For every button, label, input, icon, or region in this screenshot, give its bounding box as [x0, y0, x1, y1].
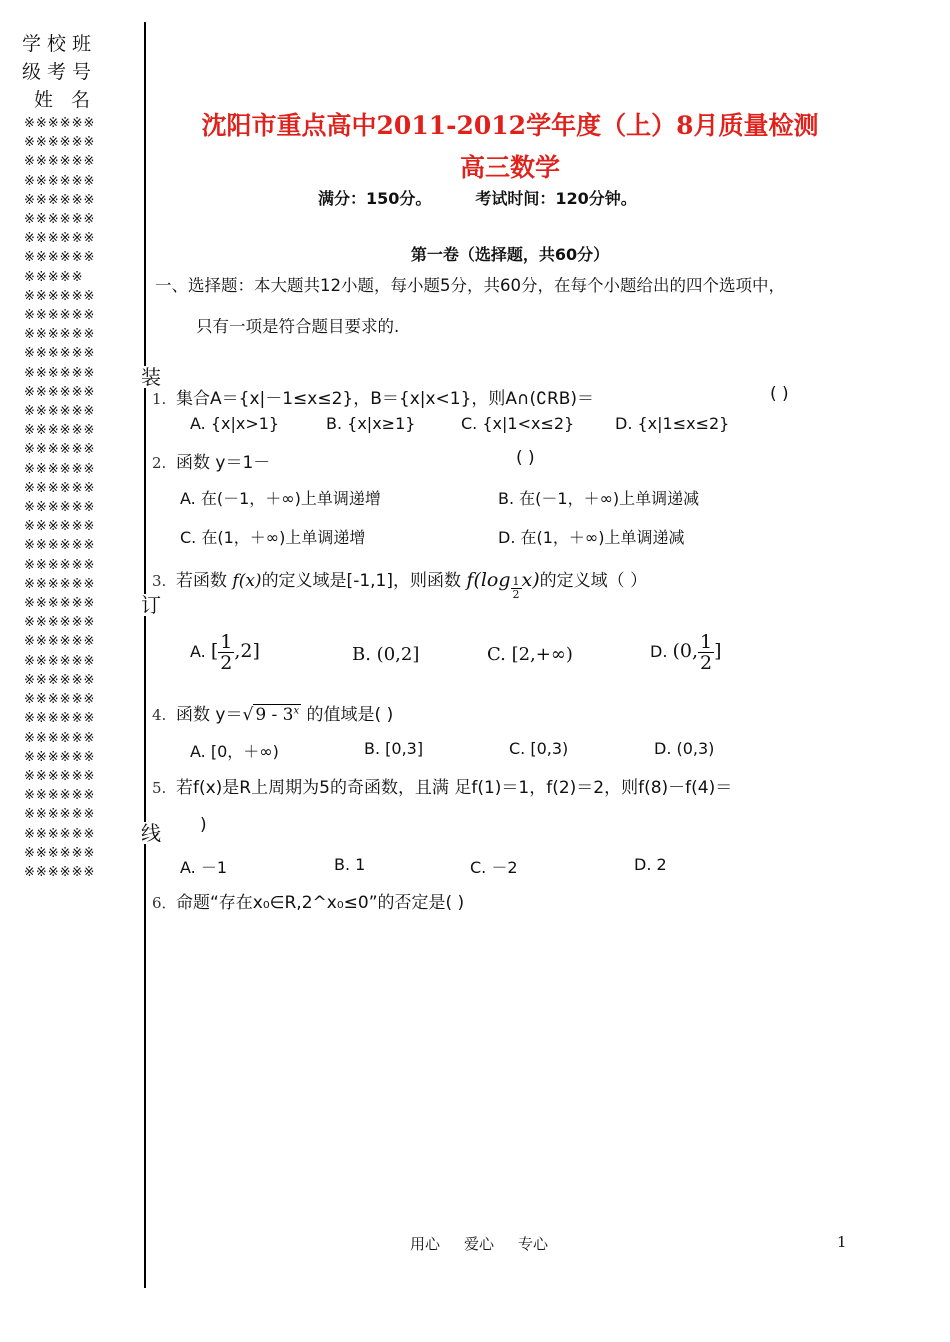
exponent: x	[293, 705, 300, 717]
page-number: 1	[837, 1233, 847, 1251]
option-b: B. 在(－1，＋∞)上单调递减	[498, 489, 700, 508]
star-row: ※※※※※※	[24, 634, 96, 650]
option-label: D.	[650, 642, 668, 661]
star-row: ※※※※※※	[24, 250, 96, 266]
star-row: ※※※※※※	[24, 749, 96, 765]
footer-text: 爱心	[464, 1235, 495, 1253]
option-a: A. {x|x>1}	[190, 414, 280, 433]
question-4	[152, 700, 393, 725]
question-text: 集合A＝{x|－1≤x≤2}，B＝{x|x<1}，则A∩(∁RB)＝	[176, 389, 595, 409]
fraction-numerator: 1	[512, 575, 520, 588]
info-line-exam-number: 级考号	[22, 61, 98, 83]
option-c: C. {x|1<x≤2}	[461, 414, 575, 433]
star-row: ※※※※※※	[24, 576, 96, 592]
star-row: ※※※※※※	[24, 231, 96, 247]
star-row: ※※※※※※	[24, 653, 96, 669]
option-d: D. {x|1≤x≤2}	[615, 414, 730, 433]
star-row: ※※※※※※	[24, 788, 96, 804]
function-fx: f(x)	[232, 571, 262, 591]
star-row: ※※※※※※	[24, 596, 96, 612]
log-base-fraction	[511, 576, 522, 601]
option-c: C. [0,3)	[509, 739, 569, 758]
radicand-text: 9 - 3	[255, 705, 294, 725]
question-6	[152, 888, 464, 913]
function-flog-end: x)	[521, 569, 540, 591]
star-row: ※※※※※※	[24, 327, 96, 343]
star-row: ※※※※※※	[24, 826, 96, 842]
option-c: C. －2	[470, 858, 518, 877]
option-c: C. [2,+∞)	[487, 644, 573, 665]
question-text-mid: 的定义域是[-1,1]，则函数	[261, 571, 461, 591]
star-row: ※※※※※※	[24, 154, 96, 170]
answer-paren: ( )	[770, 384, 789, 404]
option-d	[650, 632, 722, 673]
question-number: 3.	[152, 572, 167, 590]
star-row: ※※※※※※	[24, 538, 96, 554]
star-row: ※※※※※※	[24, 135, 96, 151]
option-b: B. (0,2]	[352, 644, 420, 665]
star-row: ※※※※※※	[24, 557, 96, 573]
star-row: ※※※※※※	[24, 768, 96, 784]
fraction-denominator: 2	[512, 588, 520, 601]
star-row: ※※※※※※	[24, 672, 96, 688]
option-a: A. －1	[180, 858, 228, 877]
part-heading: 第一卷（选择题，共60分）	[410, 245, 610, 264]
fraction	[698, 632, 714, 673]
star-row: ※※※※※※	[24, 288, 96, 304]
star-row: ※※※※※※	[24, 404, 96, 420]
fraction-numerator: 1	[220, 631, 233, 653]
star-row: ※※※※※	[24, 269, 84, 285]
option-b: B. {x|x≥1}	[326, 414, 416, 433]
fraction-denominator: 2	[220, 652, 233, 674]
info-line-school-class: 学校班	[22, 33, 98, 55]
star-row: ※※※※※※	[24, 500, 96, 516]
star-row: ※※※※※※	[24, 615, 96, 631]
star-row: ※※※※※※	[24, 192, 96, 208]
exam-subtitle: 高三数学	[459, 153, 560, 182]
star-row: ※※※※※※	[24, 442, 96, 458]
option-b: B. [0,3]	[364, 739, 424, 758]
question-1	[152, 384, 594, 409]
fraction-denominator: 2	[700, 652, 713, 674]
question-number: 4.	[152, 706, 167, 724]
bracket: ]	[714, 640, 722, 662]
question-3	[152, 566, 647, 601]
radicand	[253, 704, 301, 725]
info-line-name: 姓 名	[34, 89, 97, 111]
fraction	[218, 632, 234, 673]
star-row: ※※※※※※	[24, 308, 96, 324]
star-row: ※※※※※※	[24, 730, 96, 746]
star-row: ※※※※※※	[24, 461, 96, 477]
function-flog: f(log	[466, 569, 511, 591]
question-text-pre: 函数 y＝	[176, 705, 243, 725]
answer-paren: ( )	[516, 448, 535, 468]
star-row: ※※※※※※	[24, 711, 96, 727]
section-instructions-line2: 只有一项是符合题目要求的.	[196, 317, 400, 336]
question-text-post: 的定义域（ ）	[539, 571, 648, 591]
exam-meta	[318, 186, 637, 209]
question-2	[152, 448, 270, 473]
question-5-continued: )	[200, 815, 207, 835]
bracket: (0,	[672, 640, 699, 662]
option-a: A. 在(－1，＋∞)上单调递增	[180, 489, 381, 508]
binding-mark-zhuang: 装	[141, 365, 161, 389]
option-d: D. 在(1，＋∞)上单调递减	[498, 528, 685, 547]
question-number: 5.	[152, 779, 167, 797]
question-text-post: 的值域是( )	[306, 705, 394, 725]
star-row: ※※※※※※	[24, 346, 96, 362]
option-a: A. [0，＋∞)	[190, 742, 279, 761]
question-number: 2.	[152, 454, 167, 472]
question-text: 函数 y＝1－	[176, 453, 271, 473]
exam-time: 考试时间：120分钟。	[475, 189, 637, 208]
option-b: B. 1	[334, 855, 366, 874]
binding-line	[144, 22, 146, 1288]
star-row: ※※※※※※	[24, 845, 96, 861]
star-row: ※※※※※※	[24, 212, 96, 228]
option-c: C. 在(1，＋∞)上单调递增	[180, 528, 366, 547]
footer-text: 专心	[518, 1235, 549, 1253]
section-instructions-line1: 一、选择题：本大题共12小题，每小题5分，共60分，在每个小题给出的四个选项中，	[155, 276, 785, 295]
star-row: ※※※※※※	[24, 365, 96, 381]
question-number: 1.	[152, 390, 167, 408]
student-info-block	[22, 30, 122, 114]
exam-title: 沈阳市重点高中2011-2012学年度（上）8月质量检测	[201, 111, 819, 140]
bracket: ,2]	[234, 640, 260, 662]
footer-text: 用心	[410, 1235, 441, 1253]
star-row: ※※※※※※	[24, 173, 96, 189]
question-text: 若f(x)是R上周期为5的奇函数，且满 足f(1)＝1，f(2)＝2，则f(8)－f(4)＝	[176, 778, 733, 798]
full-score: 满分：150分。	[318, 189, 432, 208]
binding-mark-xian: 线	[141, 821, 161, 845]
fraction-numerator: 1	[700, 631, 713, 653]
option-label: A.	[190, 642, 206, 661]
star-row: ※※※※※※	[24, 384, 96, 400]
binding-mark-ding: 订	[141, 593, 161, 617]
star-row: ※※※※※※	[24, 116, 96, 131]
question-number: 6．	[152, 894, 177, 912]
sqrt-icon: √	[242, 705, 254, 725]
bracket: [	[210, 640, 219, 662]
star-row: ※※※※※※	[24, 864, 96, 880]
option-a	[190, 632, 260, 673]
star-row: ※※※※※※	[24, 692, 96, 708]
star-row: ※※※※※※	[24, 423, 96, 439]
star-row: ※※※※※※	[24, 480, 96, 496]
star-margin-pattern	[24, 114, 114, 882]
star-row: ※※※※※※	[24, 519, 96, 535]
star-row: ※※※※※※	[24, 807, 96, 823]
option-d: D. (0,3)	[654, 739, 715, 758]
question-text: 命题“存在x₀∈R,2^x₀≤0”的否定是( )	[176, 893, 465, 913]
question-5	[152, 773, 732, 798]
question-text-pre: 若函数	[176, 571, 227, 591]
page-footer	[410, 1233, 548, 1254]
option-d: D. 2	[634, 855, 667, 874]
